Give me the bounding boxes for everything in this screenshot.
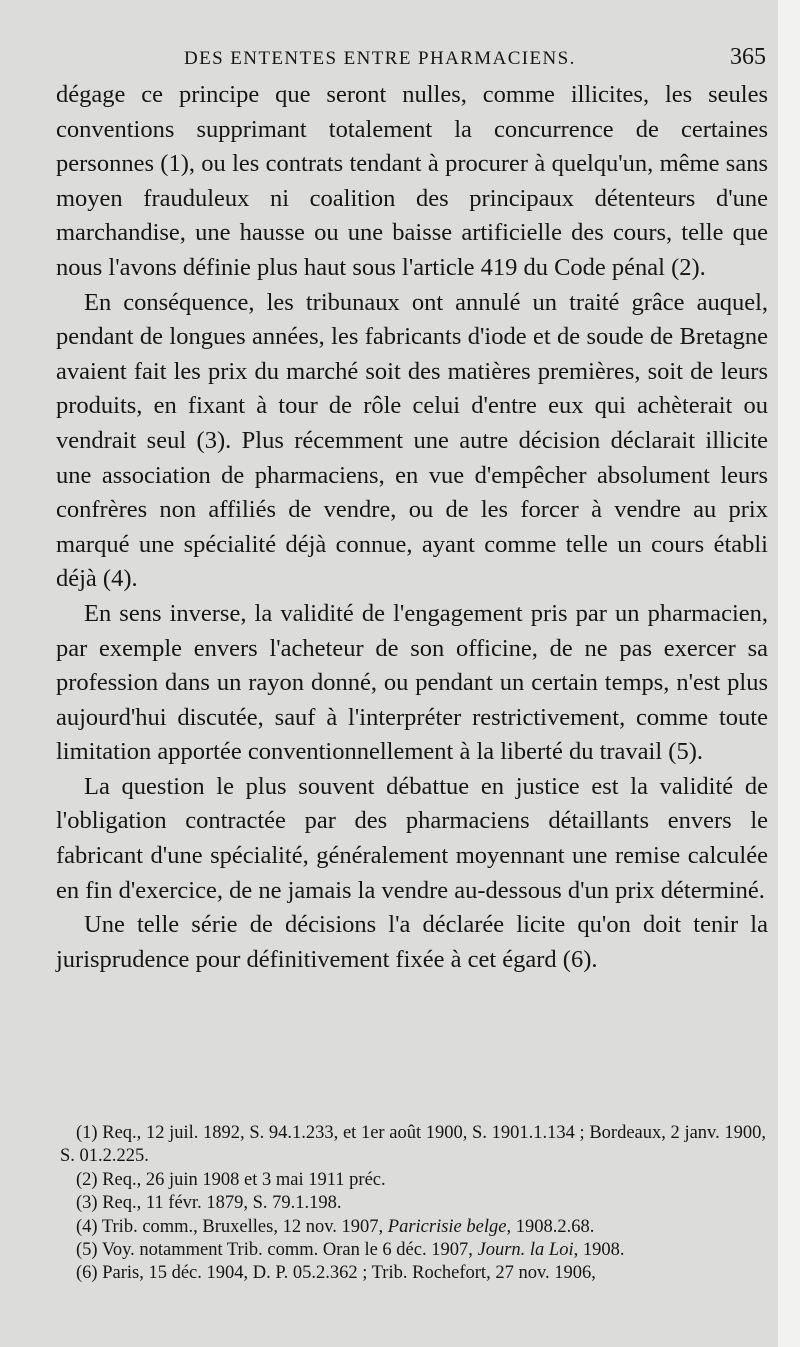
paragraph-question: La question le plus souvent débattue en justice est la validité de l'obligation contractée par des pharmaciens détaillants envers le fabricant d'une spécialité, généralement moyennant une remise calculée en fin d'exercice, de ne jamais la vendre au-dessous d'un prix déterminé.: [56, 772, 768, 904]
footnotes: [60, 1122, 766, 1286]
paragraph-jurisprudence: Une telle série de décisions l'a déclarée licite qu'on doit tenir la jurisprudence pour définitivement fixée à cet égard (6).: [56, 911, 768, 973]
footnote-3: (3) Req., 11 févr. 1879, S. 79.1.198.: [76, 1193, 342, 1214]
footnote-4: [60, 1216, 766, 1239]
footnote-5: [60, 1239, 766, 1262]
footnote-6: (6) Paris, 15 déc. 1904, D. P. 05.2.362 ; Trib. Rochefort, 27 nov. 1906,: [76, 1263, 596, 1284]
paragraph-consequence: En conséquence, les tribunaux ont annulé un traité grâce auquel, pendant de longues années, les fabricants d'iode et de soude de Bretagne avaient fait les prix du marché soit des matières premières, soit de leurs produits, en fixant à tour de rôle celui d'entre eux qui achèterait ou vendrait seul (3). Plus récemment une autre décision déclarait illicite une association de pharmaciens, en vue d'empêcher absolument leurs confrères non affiliés de vendre, ou de les forcer à vendre au prix marqué une spécialité déjà connue, ayant comme telle un cours établi déjà (4).: [56, 288, 768, 593]
body-text: [56, 78, 768, 977]
footnote-5-citation: (5) Voy. notamment Trib. comm. Oran le 6 déc. 1907,: [76, 1240, 478, 1261]
running-title: DES ENTENTES ENTRE PHARMACIENS.: [184, 48, 576, 69]
footnote-1: (1) Req., 12 juil. 1892, S. 94.1.233, et 1er août 1900, S. 1901.1.134 ; Bordeaux, 2 janv. 1900, S. 01.2.225.: [60, 1123, 766, 1167]
paragraph-continuation: dégage ce principe que seront nulles, comme illicites, les seules conventions supprimant totalement la concurrence de certaines personnes (1), ou les contrats tendant à procurer à quelqu'un, même sans moyen frauduleux ni coalition des principaux détenteurs d'une marchandise, une hausse ou une baisse artificielle des cours, telle que nous l'avons définie plus haut sous l'article 419 du Code pénal (2).: [56, 81, 768, 281]
footnote-5-reference: , 1908.: [573, 1240, 625, 1261]
footnote-4-citation: (4) Trib. comm., Bruxelles, 12 nov. 1907,: [76, 1216, 388, 1237]
page-number: 365: [730, 44, 766, 70]
footnote-4-reference: , 1908.2.68.: [506, 1216, 595, 1237]
footnote-2: (2) Req., 26 juin 1908 et 3 mai 1911 préc.: [76, 1169, 386, 1190]
paragraph-inverse: En sens inverse, la validité de l'engagement pris par un pharmacien, par exemple envers l'acheteur de son officine, de ne pas exercer sa profession dans un rayon donné, ou pendant un certain temps, n'est plus aujourd'hui discutée, sauf à l'interpréter restrictivement, comme toute limitation apportée conventionnellement à la liberté du travail (5).: [56, 599, 768, 766]
footnote-5-title: Journ. la Loi: [477, 1240, 574, 1261]
page-edge: [778, 0, 800, 1347]
page-header: [60, 44, 766, 74]
footnote-4-title: Paricrisie belge: [387, 1216, 507, 1237]
